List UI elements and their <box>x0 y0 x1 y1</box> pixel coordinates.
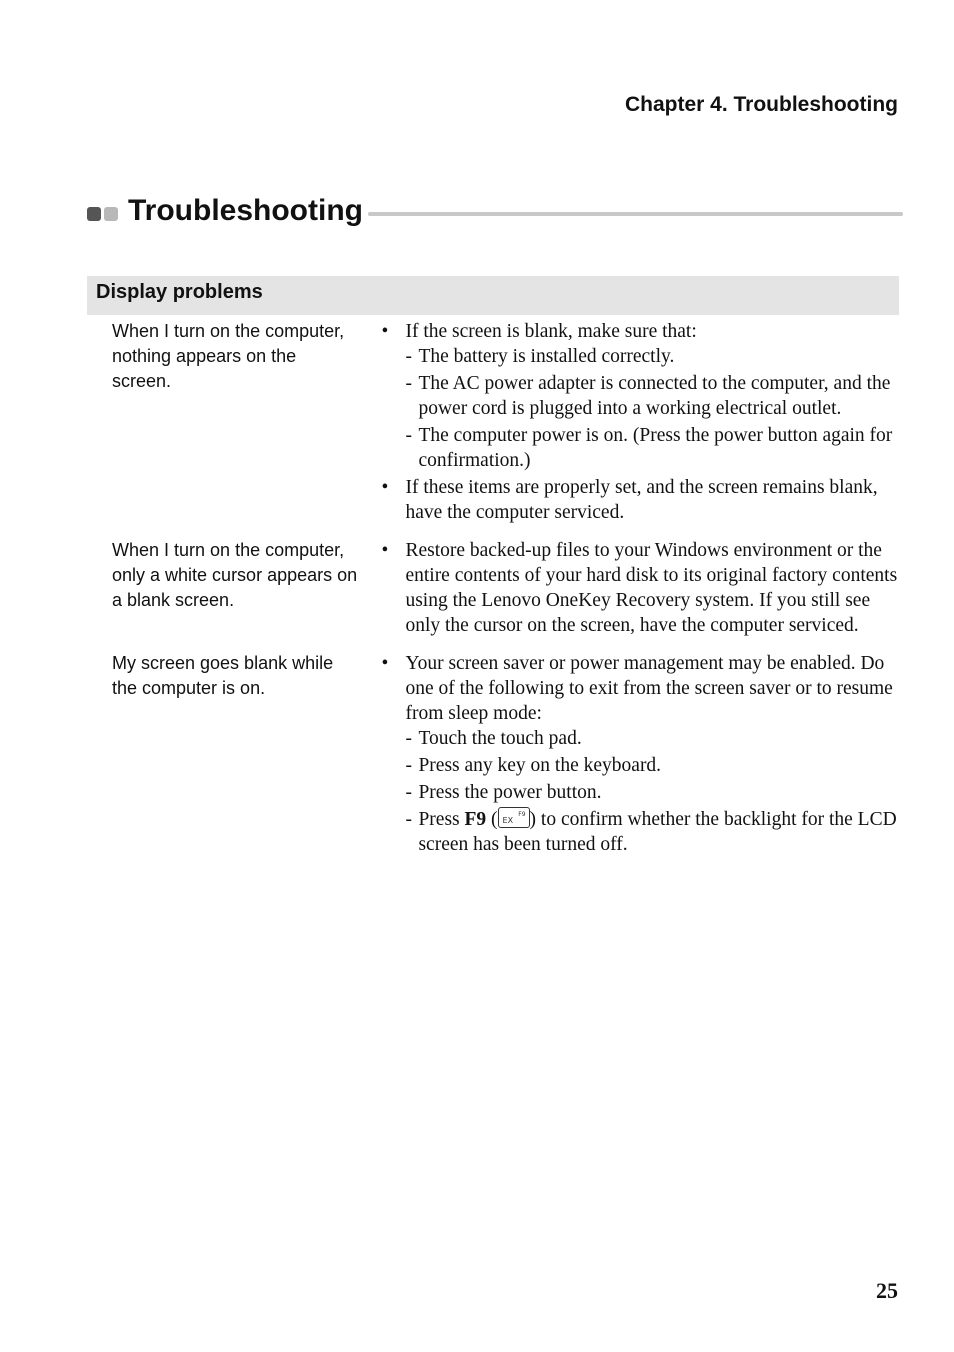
solution-bullet <box>381 538 899 638</box>
solution-cell <box>381 319 899 527</box>
f9-rest-text: ) to confirm whether the backlight for the LCD screen has been turned off. <box>418 809 897 855</box>
sub-item <box>405 726 899 751</box>
solution-bullet <box>381 651 899 857</box>
problem-table <box>87 319 899 870</box>
bullet-mark: • <box>381 540 389 561</box>
solution-bullet <box>381 319 899 473</box>
title-decoration <box>87 207 121 225</box>
solution-cell <box>381 538 899 640</box>
sub-item <box>405 780 899 805</box>
decor-square-light <box>104 207 118 221</box>
bullet-mark: • <box>381 477 389 498</box>
dash-mark: - <box>405 346 412 367</box>
page-number: 25 <box>876 1278 898 1303</box>
backlight-key-icon <box>498 807 530 828</box>
table-row <box>87 538 899 640</box>
f9-open-paren: ( <box>486 809 498 830</box>
bullet-text: If the screen is blank, make sure that: <box>405 321 697 342</box>
running-header: Chapter 4. Troubleshooting <box>624 93 898 116</box>
page-title: Troubleshooting <box>128 194 363 227</box>
dash-mark: - <box>405 809 412 830</box>
solution-bullet <box>381 475 899 525</box>
dash-mark: - <box>405 755 412 776</box>
solution-cell <box>381 651 899 859</box>
bullet-text: Your screen saver or power management may be enabled. Do one of the following to exit from the screen saver or to resume from sleep mode: <box>405 653 893 724</box>
title-rule <box>368 212 903 216</box>
sub-item <box>405 753 899 778</box>
sub-item-text: The computer power is on. (Press the power button again for confirmation.) <box>418 425 893 471</box>
f9-press-text: Press <box>418 809 465 830</box>
dash-mark: - <box>405 373 412 394</box>
section-header <box>87 276 899 315</box>
table-row <box>87 319 899 527</box>
key-glyph-bottom: F9 <box>518 811 526 818</box>
sub-item <box>405 423 899 473</box>
sub-item-text: The AC power adapter is connected to the computer, and the power cord is plugged into a working electrical outlet. <box>418 373 891 419</box>
sub-item-text: Press any key on the keyboard. <box>418 755 662 776</box>
table-row <box>87 651 899 859</box>
problem-text: When I turn on the computer, nothing appears on the screen. <box>112 321 345 391</box>
section-title: Display problems <box>96 281 263 303</box>
sub-item-f9 <box>405 807 899 857</box>
dash-mark: - <box>405 782 412 803</box>
decor-square-dark <box>87 207 101 221</box>
problem-text: My screen goes blank while the computer is on. <box>112 653 334 698</box>
sub-item <box>405 344 899 369</box>
sub-item-text: Touch the touch pad. <box>418 728 582 749</box>
bullet-mark: • <box>381 653 389 674</box>
bullet-mark: • <box>381 321 389 342</box>
title-row <box>87 194 903 234</box>
sub-item-text: Press the power button. <box>418 782 602 803</box>
sub-item <box>405 371 899 421</box>
dash-mark: - <box>405 728 412 749</box>
problem-text: When I turn on the computer, only a white cursor appears on a blank screen. <box>112 540 358 610</box>
bullet-text: If these items are properly set, and the screen remains blank, have the computer serviced. <box>405 477 878 523</box>
key-glyph-top: EX <box>502 816 514 825</box>
dash-mark: - <box>405 425 412 446</box>
sub-item-text: The battery is installed correctly. <box>418 346 675 367</box>
f9-key-label: F9 <box>464 809 487 830</box>
bullet-text: Restore backed-up files to your Windows environment or the entire contents of your hard disk to its original factory contents using the Lenovo OneKey Recovery system. If you still see only the cursor on the screen, have the computer serviced. <box>405 540 898 636</box>
